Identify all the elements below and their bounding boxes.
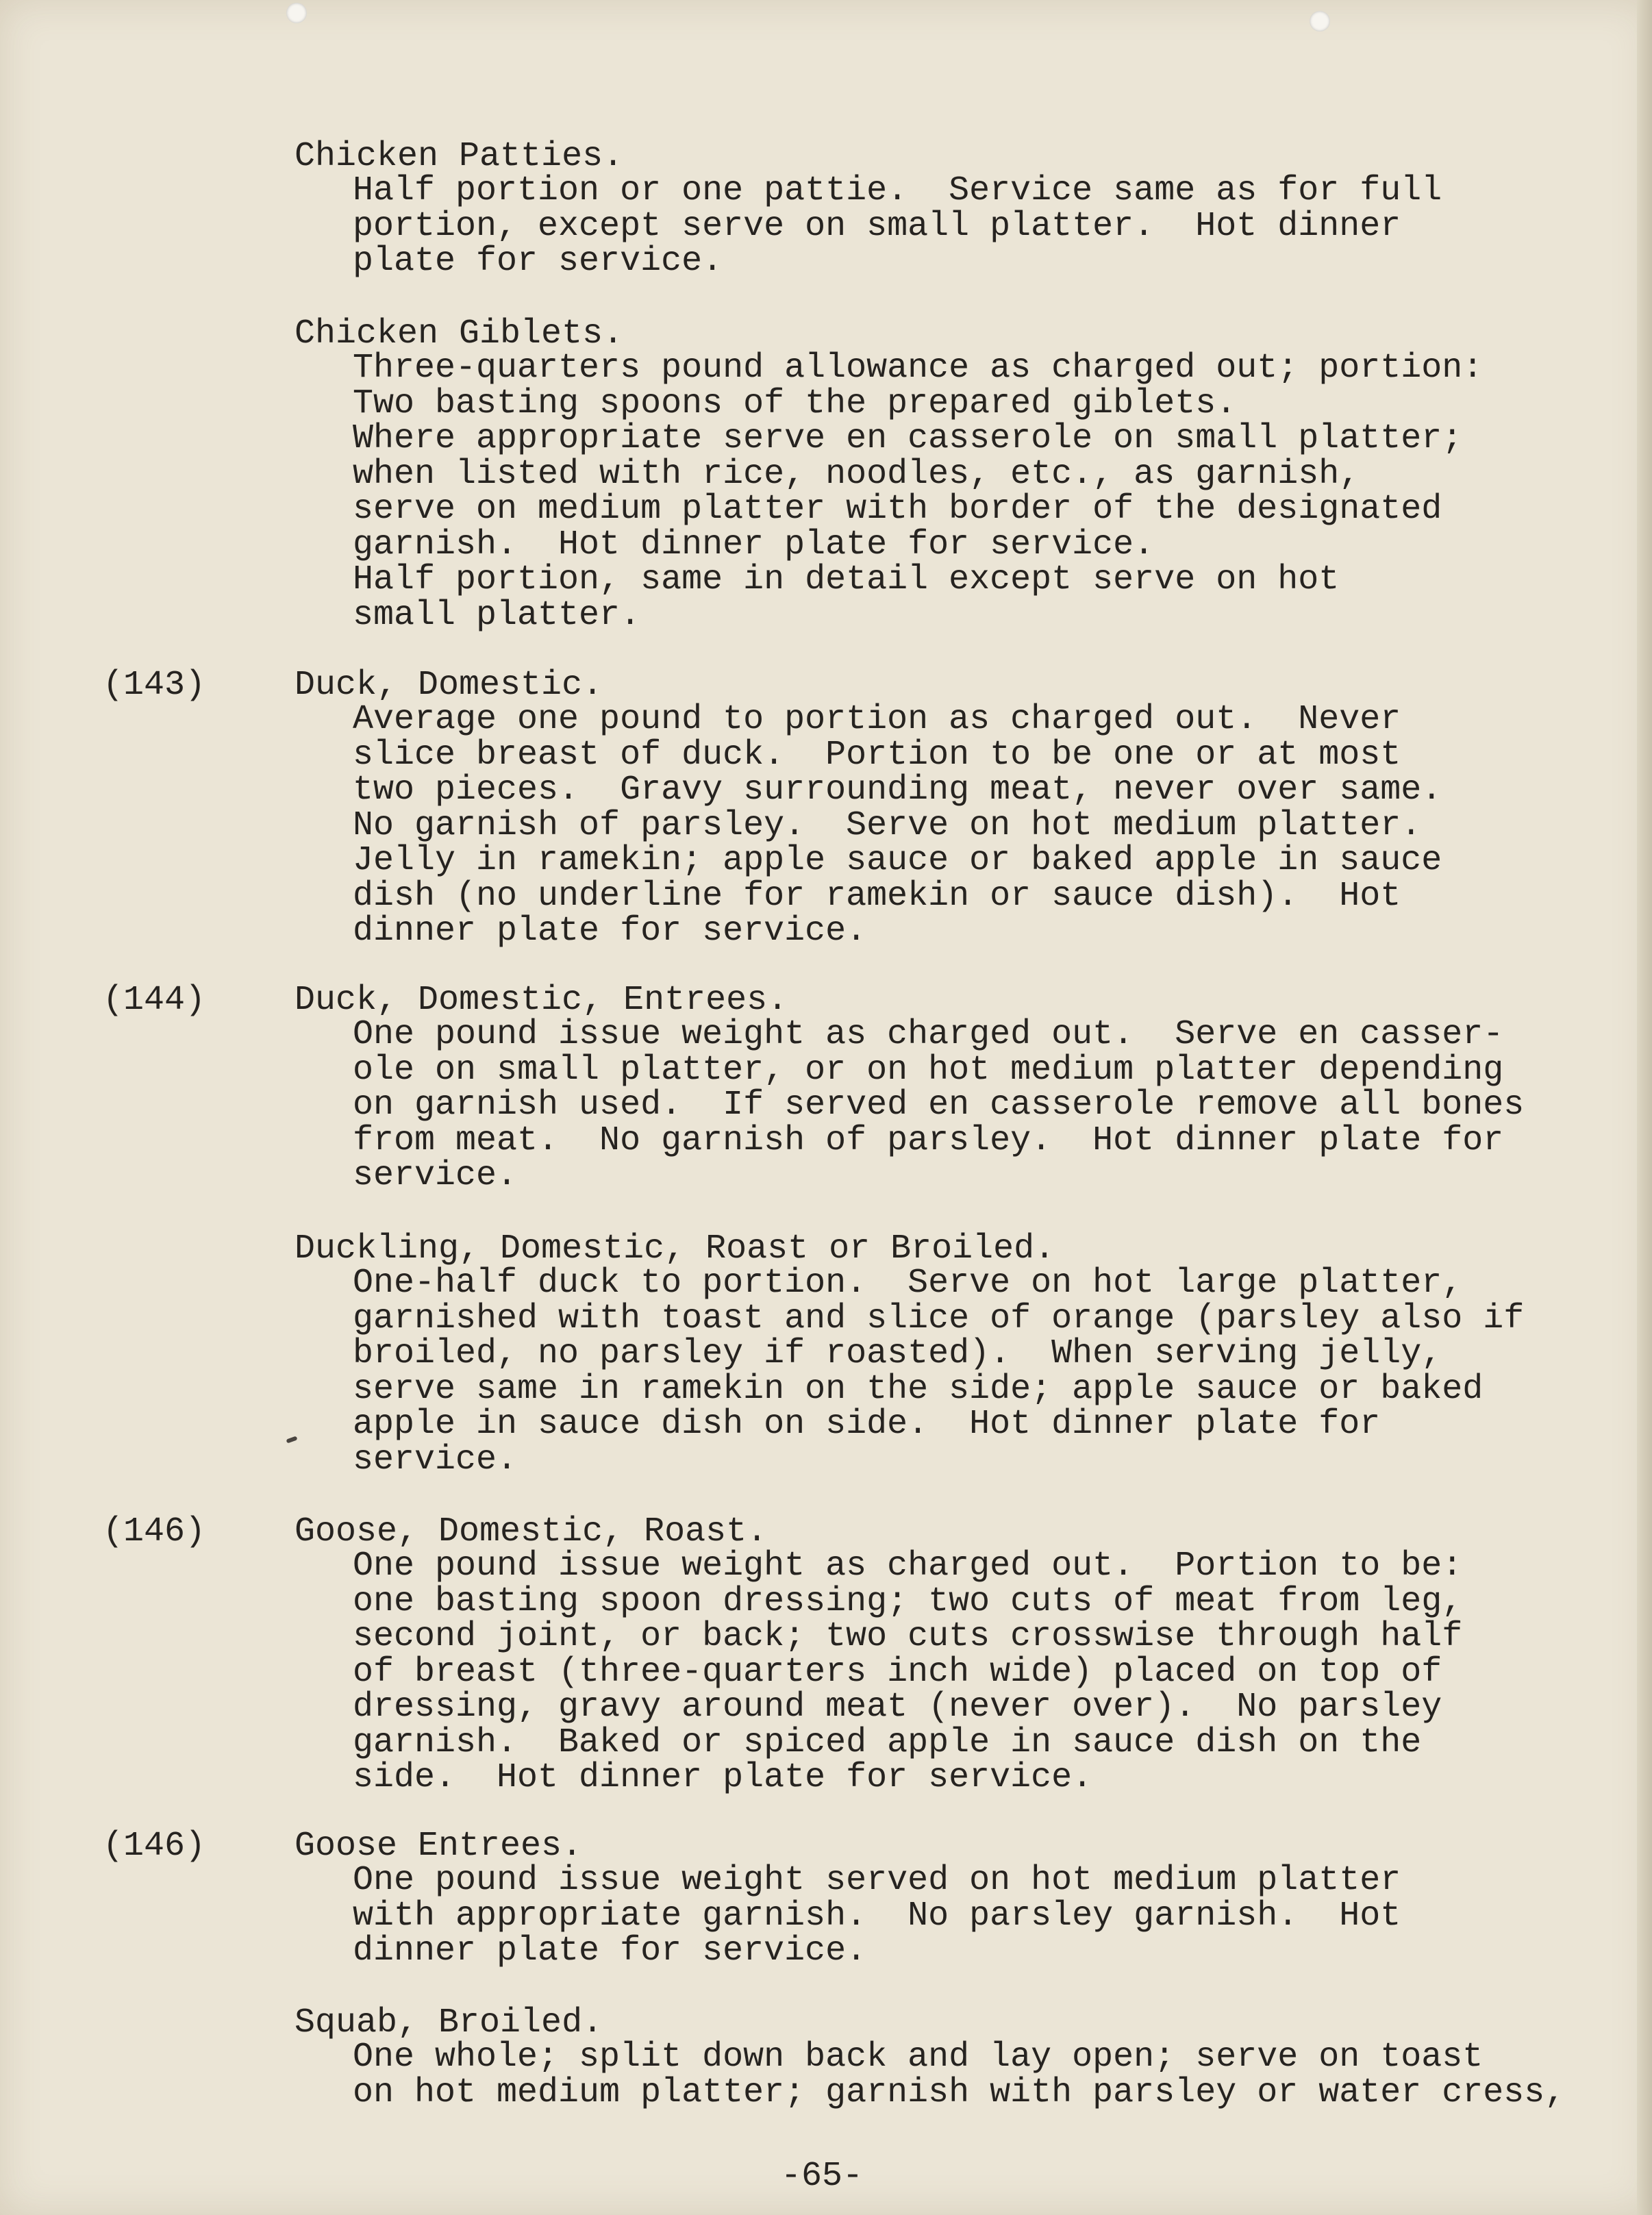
entry-line: One pound issue weight as charged out. Portion to be:	[353, 1547, 1463, 1586]
entry-line: on hot medium platter; garnish with parsley or water cress,	[353, 2073, 1566, 2112]
entry-number: (146)	[103, 1827, 206, 1866]
entry-line: dressing, gravy around meat (never over). No parsley	[353, 1688, 1442, 1727]
entry-title: Duck, Domestic, Entrees.	[295, 981, 788, 1020]
entry-body	[353, 2038, 1566, 2112]
entry-body	[353, 173, 1558, 279]
entry-line: Three-quarters pound allowance as charged out; portion:	[353, 349, 1484, 388]
entry-line: dish (no underline for ramekin or sauce dish). Hot	[353, 876, 1401, 916]
entry-line: one basting spoon dressing; two cuts of meat from leg,	[353, 1581, 1463, 1621]
entry-line: second joint, or back; two cuts crosswise through half	[353, 1617, 1463, 1656]
entry-line: with appropriate garnish. No parsley garnish. Hot	[353, 1896, 1401, 1936]
entry-line: portion, except serve on small platter. Hot dinner	[353, 206, 1401, 246]
entry-line: Jelly in ramekin; apple sauce or baked apple in sauce	[353, 841, 1442, 880]
page-edge	[1637, 0, 1652, 2215]
entry-line: when listed with rice, noodles, etc., as garnish,	[353, 454, 1360, 494]
entry-title: Goose Entrees.	[295, 1827, 583, 1866]
entry-line: One whole; split down back and lay open; serve on toast	[353, 2038, 1484, 2077]
entry-body	[353, 702, 1558, 949]
entry-line: One-half duck to portion. Serve on hot large platter,	[353, 1264, 1463, 1303]
entry-line: One pound issue weight served on hot medium platter	[353, 1861, 1401, 1900]
entry-line: garnish. Hot dinner plate for service.	[353, 525, 1155, 564]
entry-line: side. Hot dinner plate for service.	[353, 1758, 1093, 1797]
entry-number: (146)	[103, 1512, 206, 1551]
entry-line: Two basting spoons of the prepared giblets.	[353, 384, 1237, 423]
punch-hole-left	[286, 3, 307, 23]
entry-line: slice breast of duck. Portion to be one or at most	[353, 735, 1401, 775]
entry-body	[353, 1863, 1558, 1969]
entry-title: Chicken Giblets.	[295, 314, 624, 353]
entry-line: plate for service.	[353, 242, 723, 281]
entry-body	[353, 1549, 1558, 1796]
entry-line: No garnish of parsley. Serve on hot medium platter.	[353, 805, 1422, 845]
entry-title: Chicken Patties.	[295, 137, 624, 176]
page-number: -65-	[781, 2157, 864, 2196]
entry-line: ole on small platter, or on hot medium platter depending	[353, 1050, 1504, 1090]
entry-line: two pieces. Gravy surrounding meat, never over same.	[353, 771, 1442, 810]
entry-line: dinner plate for service.	[353, 1931, 867, 1970]
entry-line: on garnish used. If served en casserole remove all bones	[353, 1086, 1525, 1125]
entry-line: service.	[353, 1440, 518, 1479]
entry-line: apple in sauce dish on side. Hot dinner plate for	[353, 1405, 1381, 1444]
entry-body	[353, 351, 1558, 633]
entry-line: Half portion, same in detail except serve on hot	[353, 560, 1340, 599]
entry-title: Goose, Domestic, Roast.	[295, 1512, 768, 1551]
entry-number: (143)	[103, 666, 206, 705]
ink-smudge	[286, 1436, 297, 1443]
entry-line: garnish. Baked or spiced apple in sauce dish on the	[353, 1723, 1422, 1762]
entry-number: (144)	[103, 981, 206, 1020]
entry-line: serve on medium platter with border of the designated	[353, 490, 1442, 529]
entry-line: dinner plate for service.	[353, 912, 867, 951]
entry-line: service.	[353, 1156, 518, 1195]
entry-body	[353, 1266, 1558, 1477]
entry-title: Duck, Domestic.	[295, 666, 603, 705]
entry-line: garnished with toast and slice of orange (parsley also if	[353, 1299, 1525, 1338]
entry-line: from meat. No garnish of parsley. Hot dinner plate for	[353, 1121, 1504, 1160]
entry-line: Average one pound to portion as charged out. Never	[353, 700, 1401, 739]
punch-hole-right	[1310, 11, 1330, 32]
entry-line: of breast (three-quarters inch wide) placed on top of	[353, 1652, 1442, 1692]
entry-body	[353, 1017, 1558, 1194]
entry-line: broiled, no parsley if roasted). When serving jelly,	[353, 1334, 1442, 1373]
entry-line: One pound issue weight as charged out. Serve en casser-	[353, 1015, 1504, 1054]
entry-title: Squab, Broiled.	[295, 2003, 603, 2042]
entry-title: Duckling, Domestic, Roast or Broiled.	[295, 1229, 1055, 1268]
entry-line: Half portion or one pattie. Service same as for full	[353, 171, 1442, 210]
entry-line: serve same in ramekin on the side; apple sauce or baked	[353, 1369, 1484, 1409]
entry-line: Where appropriate serve en casserole on small platter;	[353, 419, 1463, 458]
entry-line: small platter.	[353, 595, 641, 635]
